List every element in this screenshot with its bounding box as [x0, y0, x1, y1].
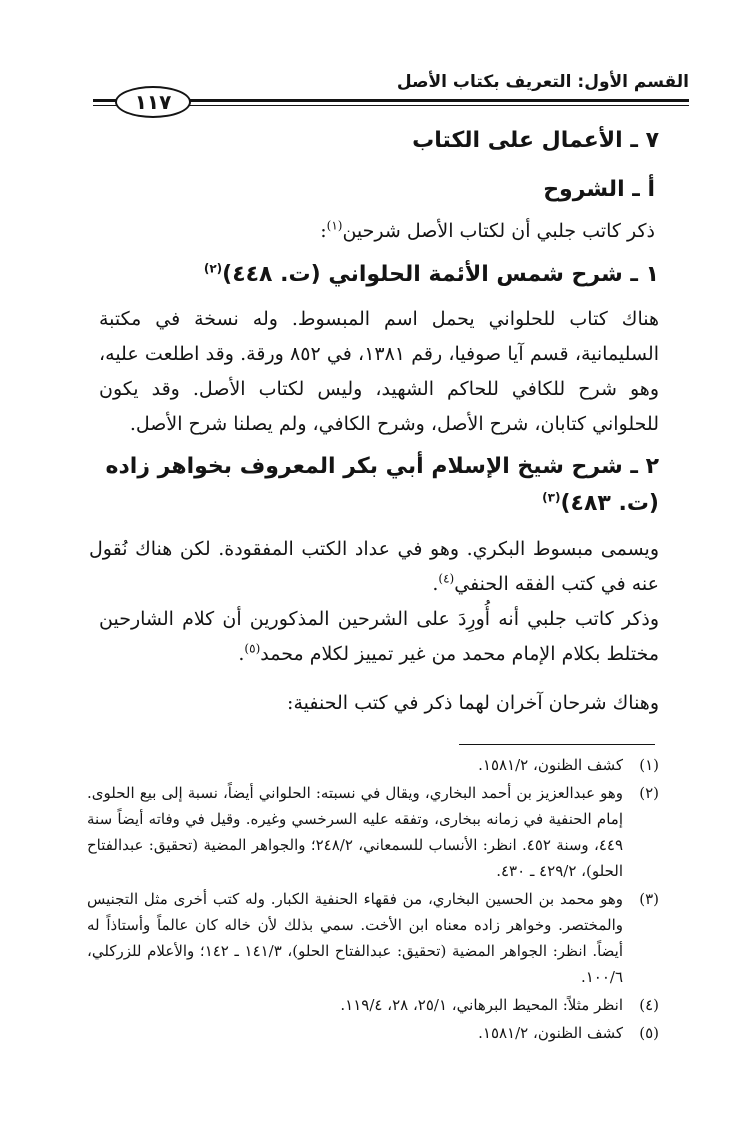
footnote-ref-3: (٣) [542, 490, 561, 505]
commentary-heading-2 [89, 448, 659, 522]
paragraph-2-end: . [432, 573, 439, 595]
footnote-number: (٢) [639, 784, 659, 802]
subsection-heading: أ ـ الشروح [543, 177, 655, 202]
intro-paragraph [85, 214, 655, 249]
commentary-heading-1 [204, 258, 659, 292]
footnote-ref-2: (٢) [203, 261, 223, 276]
footnote-text: وهو محمد بن الحسين البخاري، من فقهاء الحنفية الكبار. وله كتب أخرى مثل التجنيس والمختصر. وخواهر زاده معناه ابن الأخت. سمي بذلك لأن خاله كان عالماً وأستاذاً له أيضاً. انظر: الجواهر المضية (تحقيق: عبدالفتاح الحلو)، ١٤١/٣ ـ ١٤٢؛ والأعلام للزركلي، ١٠٠/٦. [87, 890, 624, 986]
intro-text: ذكر كاتب جلبي أن لكتاب الأصل شرحين [342, 220, 655, 242]
footnote-number: (٣) [639, 890, 659, 908]
paragraph-other-commentaries: وهناك شرحان آخران لهما ذكر في كتب الحنفية: [287, 692, 659, 714]
footnotes-list [87, 752, 659, 1048]
paragraph-3-text: وذكر كاتب جلبي أنه أُورِدَ على الشرحين المذكورين أن كلام الشارحين مختلط بكلام الإمام محمد من غير تمييز لكلام محمد [99, 608, 659, 665]
paragraph-khwahar-zadah [89, 532, 659, 602]
footnote-ref-4: (٤) [438, 571, 455, 586]
footnote-number: (٥) [639, 1024, 659, 1042]
paragraph-criticism [99, 602, 659, 672]
footnote-separator [459, 744, 655, 745]
footnote [87, 1020, 659, 1046]
paragraph-3-end: . [238, 643, 245, 665]
footnote [87, 780, 659, 884]
commentary-heading-1-text: ١ ـ شرح شمس الأئمة الحلواني (ت. ٤٤٨) [222, 262, 659, 287]
footnote-text: وهو عبدالعزيز بن أحمد البخاري، ويقال في نسبته: الحلواني أيضاً، نسبة إلى بيع الحلوى. إمام الحنفية في زمانه ببخارى، وتفقه عليه السرخسي وغيره. وقيل في وفاته أيضاً سنة ٤٤٩، وسنة ٤٥٢. انظر: الأنساب للسمعاني، ٢٤٨/٢؛ والجواهر المضية (تحقيق: عبدالفتاح الحلو)، ٤٢٩/٢ ـ ٤٣٠. [87, 784, 623, 880]
commentary-heading-2-text: ٢ ـ شرح شيخ الإسلام أبي بكر المعروف بخواهر زاده (ت. ٤٨٣) [105, 454, 659, 516]
footnote-ref-1: (١) [326, 218, 343, 233]
footnote-text: كشف الظنون، ١٥٨١/٢. [478, 756, 623, 774]
footnote [87, 992, 659, 1018]
running-title: القسم الأول: التعريف بكتاب الأصل [396, 72, 689, 92]
footnote [87, 886, 659, 990]
paragraph-2-text: ويسمى مبسوط البكري. وهو في عداد الكتب المفقودة. لكن هناك نُقول عنه في كتب الفقه الحنفي [89, 538, 659, 595]
footnote-ref-5: (٥) [244, 641, 261, 656]
paragraph-halwani: هناك كتاب للحلواني يحمل اسم المبسوط. وله نسخة في مكتبة السليمانية، قسم آيا صوفيا، رقم ١٣٨١، في ٨٥٢ ورقة. وقد اطلعت عليه، وهو شرح للكافي للحاكم الشهيد، وليس لكتاب الأصل. وقد يكون للحلواني كتابان، شرح الأصل، وشرح الكافي، ولم يصلنا شرح الأصل. [99, 308, 659, 435]
footnote-text: كشف الظنون، ١٥٨١/٢. [478, 1024, 623, 1042]
footnote-text: انظر مثلاً: المحيط البرهاني، ٢٥/١، ٢٨، ١١٩/٤. [340, 996, 623, 1014]
intro-end: : [320, 220, 327, 242]
section-heading: ٧ ـ الأعمال على الكتاب [412, 128, 659, 153]
footnote [87, 752, 659, 778]
page-number: ١١٧ [115, 86, 191, 118]
footnote-number: (٤) [639, 996, 659, 1014]
footnote-number: (١) [639, 756, 659, 774]
